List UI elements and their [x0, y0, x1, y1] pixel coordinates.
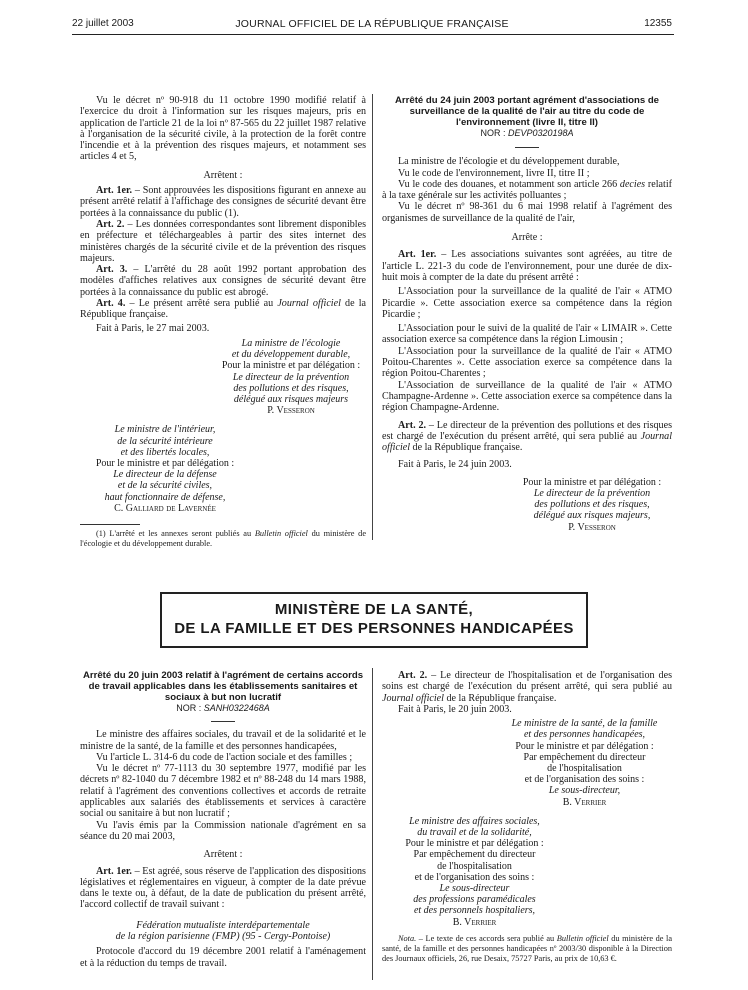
- article-3: [80, 264, 366, 298]
- signature-line: du travail et de la solidarité,: [417, 827, 532, 839]
- article-1-label: Art. 1er.: [96, 865, 132, 877]
- signature-line: Le directeur de la défense: [113, 469, 217, 481]
- nor-reference: [80, 703, 366, 714]
- article-1: [80, 866, 366, 911]
- signature-line: délégué aux risques majeurs,: [533, 510, 651, 522]
- preamble-line: Vu l'article L. 314-6 du code de l'action sociale et des familles ;: [96, 751, 353, 763]
- preamble-decies: decies: [619, 178, 646, 190]
- footnote-rule: [80, 524, 140, 525]
- article-2-journal: Journal officiel: [382, 430, 672, 454]
- nor-code: DEVP0320198A: [507, 128, 574, 138]
- article-1: [382, 249, 672, 283]
- footnote-text-a: (1) L'arrêté et les annexes seront publiés au: [96, 528, 255, 538]
- signature-line: Pour le ministre et par délégation :: [515, 740, 654, 752]
- signature-line: Par empêchement du directeur: [523, 751, 646, 763]
- signature-line: de l'hospitalisation: [547, 763, 622, 774]
- preamble-text-a: Vu le code des douanes, et notamment son article 266: [398, 178, 620, 190]
- signing-place-date: Fait à Paris, le 27 mai 2003.: [96, 322, 210, 334]
- title-separator: [211, 721, 235, 722]
- nor-label: NOR :: [176, 703, 204, 713]
- signature-line: Le sous-directeur,: [548, 785, 621, 797]
- signature-line: et de la sécurité civiles,: [117, 480, 213, 492]
- association-item: L'Association pour la surveillance de la qualité de l'air « ATMO Poitou-Charentes ». Cette association exerce sa compétence dans la région Poitou-Charentes ;: [382, 345, 672, 380]
- article-2-text-a: – Le directeur de l'hospitalisation et de l'organisation des soins est chargé de l'exécution du présent arrêté, qui sera publié au: [382, 670, 672, 693]
- article-2-text: – Les données correspondantes sont librement disponibles en préfecture et téléchargeables à partir des sites internet des ministères chargés de la sécurité civile et de la prévention des risques majeurs.: [80, 218, 367, 264]
- arrete-heading: Arrête :: [511, 232, 543, 244]
- signature-line: et de l'organisation des soins :: [524, 774, 645, 786]
- left-top-column: [80, 95, 366, 549]
- signature-block-health: [492, 718, 677, 808]
- article-2-label: Art. 2.: [96, 218, 125, 230]
- article-2-text-a: – Le directeur de la prévention des pollutions et des risques est chargé de l'exécution du présent arrêté, qui sera publié au: [382, 419, 673, 442]
- signature-line: Le sous-directeur: [439, 883, 510, 895]
- nor-reference: [382, 128, 672, 139]
- column-divider-top: [372, 94, 373, 540]
- signature-line: et du développement durable,: [231, 349, 351, 361]
- signature-line: Par empêchement du directeur: [413, 849, 536, 861]
- footnote-text-b: du ministère de l'écologie et du développement durable.: [80, 528, 366, 548]
- signatory-name: C. Galliard de Lavernée: [114, 502, 216, 514]
- article-2: [382, 420, 672, 454]
- signatory-name: B. Verrier: [562, 796, 607, 808]
- article-4: [80, 298, 366, 321]
- header-page-number: 12355: [644, 18, 672, 29]
- signing-place-date: Fait à Paris, le 20 juin 2003.: [398, 703, 512, 715]
- signature-line: de la sécurité intérieure: [117, 435, 213, 447]
- federation-name-line-2: de la région parisienne (FMP) (95 - Cergy-Pontoise): [115, 931, 331, 943]
- left-bottom-column: [80, 670, 366, 969]
- signature-line: et de l'organisation des soins :: [414, 871, 535, 883]
- nor-code: SANH0322468A: [203, 703, 270, 713]
- article-3-label: Art. 3.: [96, 264, 128, 276]
- signing-place-date: Fait à Paris, le 24 juin 2003.: [398, 459, 512, 471]
- preamble-line: Le ministre des affaires sociales, du travail et de la solidarité et le ministre de la santé, de la famille et des personnes handicapées,: [80, 729, 366, 752]
- signatory-name: P. Vesseron: [267, 405, 315, 417]
- signature-line: Pour le ministre et par délégation :: [405, 838, 544, 850]
- signature-line: Pour le ministre et par délégation :: [95, 457, 235, 469]
- association-item: L'Association pour le suivi de la qualité de l'air « LIMAIR ». Cette association exerce sa compétence dans la région Limousin ;: [382, 323, 672, 346]
- title-separator: [515, 147, 539, 148]
- article-2: [382, 670, 672, 704]
- preamble-line: Vu le décret nº 98-361 du 6 mai 1998 relatif à l'agrément des organismes de surveillance de la qualité de l'air,: [382, 201, 672, 224]
- preamble-line: Vu l'avis émis par la Commission nationale d'agrément en sa séance du 20 mai 2003,: [80, 819, 366, 842]
- article-2-label: Art. 2.: [398, 419, 427, 431]
- signature-line: et des personnels hospitaliers,: [413, 905, 536, 917]
- signature-line: et des libertés locales,: [120, 446, 210, 458]
- preamble-line: Vu le décret nº 77-1113 du 30 septembre 1977, modifié par les décrets nº 82-1040 du 7 décembre 1982 et nº 88-248 du 14 mars 1988, relatif à l'agrément des conventions collectives et accords de retraite applicables aux salariés des établissements et services à caractère social ou sanitaire à but non lucratif ;: [80, 763, 366, 820]
- article-3-text: – L'arrêté du 28 août 1992 portant approbation des modèles d'affiches relatives aux consignes de sécurité devant être portées à la connaissance du public est abrogé.: [80, 264, 366, 298]
- signature-line: et des personnes handicapées,: [523, 729, 646, 741]
- arretent-heading: Arrêtent :: [203, 849, 243, 861]
- signature-line: délégué aux risques majeurs: [233, 393, 349, 405]
- nota-bulletin: Bulletin officiel: [556, 933, 609, 943]
- signature-line: Pour la ministre et par délégation :: [221, 360, 361, 372]
- page-header: [72, 18, 672, 34]
- signature-block-social-affairs: [382, 816, 567, 928]
- signature-line: Le directeur de la prévention: [533, 487, 651, 499]
- preamble-line: La ministre de l'écologie et du développement durable,: [398, 156, 620, 168]
- signature-line: Le ministre des affaires sociales,: [409, 815, 540, 827]
- ministry-heading-line-1: MINISTÈRE DE LA SANTÉ,: [274, 601, 474, 618]
- article-2-text-b: de la République française.: [443, 692, 557, 704]
- signature-line: de l'hospitalisation: [437, 860, 512, 872]
- nota-label: Nota.: [398, 933, 417, 943]
- signature-line: La ministre de l'écologie: [241, 337, 341, 349]
- signatory-name: P. Vesseron: [568, 521, 616, 533]
- footnote-text: [80, 529, 366, 549]
- signature-line: Le ministre de l'intérieur,: [114, 424, 216, 436]
- right-top-column: [382, 95, 672, 533]
- signature-block-ecology: [216, 338, 366, 416]
- preamble-line: Vu le code de l'environnement, livre II, titre II ;: [398, 167, 590, 179]
- arretent-heading: Arrêtent :: [203, 169, 243, 181]
- article-1-label: Art. 1er.: [398, 249, 437, 261]
- header-date: 22 juillet 2003: [72, 18, 134, 29]
- article-1: [80, 185, 366, 219]
- article-4-journal: Journal officiel: [277, 298, 341, 310]
- nor-label: NOR :: [480, 128, 508, 138]
- signature-line: des pollutions et des risques,: [233, 382, 349, 394]
- right-bottom-column: [382, 670, 672, 964]
- signature-line: Pour la ministre et par délégation :: [522, 476, 662, 488]
- header-title: JOURNAL OFFICIEL DE LA RÉPUBLIQUE FRANÇAISE: [235, 18, 509, 30]
- signature-line: des professions paramédicales: [413, 894, 536, 906]
- article-2: [80, 219, 366, 264]
- preamble-text-b: relatif à la taxe générale sur les activités polluantes ;: [382, 178, 672, 202]
- footnote-bulletin: Bulletin officiel: [254, 528, 308, 538]
- nota-text-b: du ministère de la santé, de la famille et des personnes handicapées nº 2003/30 disponible à la Direction des Journaux officiels, 26, rue Desaix, 75727 Paris, au prix de 10,63 €.: [382, 933, 672, 963]
- decree-title-air-quality: Arrêté du 24 juin 2003 portant agrément d'associations de surveillance de la qualité de l'air au titre du code de l'environnement (livre II, titre II): [394, 95, 660, 128]
- article-2-label: Art. 2.: [398, 670, 428, 681]
- article-1-text: – Les associations suivantes sont agréées, au titre de l'article L. 221-3 du code de l'environnement, pour une durée de dix-huit mois à compter de la date du présent arrêté :: [382, 249, 673, 283]
- article-4-text-b: de la République française.: [80, 298, 367, 321]
- signature-line: Le ministre de la santé, de la famille: [511, 718, 658, 730]
- decree-reference-paragraph: Vu le décret nº 90-918 du 11 octobre 1990 modifié relatif à l'exercice du droit à l'information sur les risques majeurs, pris en application de l'article 21 de la loi nº 87-565 du 22 juillet 1987 relative à l'organisation de la sécurité civile, à la protection de la forêt contre l'incendie et à la prévention des risques majeurs, et notamment ses articles 4 et 5,: [80, 95, 366, 163]
- article-1-label: Art. 1er.: [96, 185, 133, 197]
- protocol-text: Protocole d'accord du 19 décembre 2001 relatif à l'aménagement et à la réduction du temps de travail.: [80, 946, 366, 969]
- column-divider-bottom: [372, 668, 373, 980]
- association-item: L'Association pour la surveillance de la qualité de l'air « ATMO Picardie ». Cette association exerce sa compétence dans la région Picardie ;: [382, 286, 672, 320]
- signatory-name: B. Verrier: [452, 916, 497, 928]
- header-rule: [72, 34, 674, 35]
- signature-line: haut fonctionnaire de défense,: [104, 491, 226, 503]
- nota-note: [382, 934, 672, 964]
- association-item: L'Association de surveillance de la qualité de l'air « ATMO Champagne-Ardenne ». Cette association exerce sa compétence dans la région Champagne-Ardenne.: [382, 379, 672, 414]
- preamble-line: [382, 179, 672, 202]
- signature-block-prevention: [502, 477, 682, 533]
- article-4-label: Art. 4.: [96, 298, 126, 310]
- article-1-text: – Est agréé, sous réserve de l'application des dispositions législatives et réglementaires en vigueur, à compter de la date prévue dans le texte ou, à défaut, de la date de publication du présent arrêté, l'accord collectif de travail suivant :: [80, 865, 366, 911]
- decree-title-work-agreements: Arrêté du 20 juin 2003 relatif à l'agrément de certains accords de travail applicables dans les établissements sanitaires et sociaux à but non lucratif: [82, 670, 364, 703]
- signature-line: des pollutions et des risques,: [534, 499, 650, 511]
- federation-name-line-1: Fédération mutualiste interdépartementale: [136, 919, 310, 931]
- article-2-journal: Journal officiel: [382, 692, 444, 704]
- article-4-text-a: – Le présent arrêté sera publié au: [125, 298, 278, 310]
- ministry-heading-line-2: DE LA FAMILLE ET DES PERSONNES HANDICAPÉES: [174, 620, 574, 637]
- signature-line: Le directeur de la prévention: [232, 371, 350, 383]
- nota-text-a: – Le texte de ces accords sera publié au: [416, 933, 557, 943]
- article-1-text: – Sont approuvées les dispositions figurant en annexe au présent arrêté relatif à l'affichage des consignes de sécurité devant être portées à la connaissance du public (1).: [80, 185, 366, 219]
- article-2-text-b: de la République française.: [410, 442, 523, 454]
- footnote: [80, 524, 366, 549]
- signature-block-interior: [80, 424, 250, 514]
- ministry-heading-box: [160, 592, 588, 648]
